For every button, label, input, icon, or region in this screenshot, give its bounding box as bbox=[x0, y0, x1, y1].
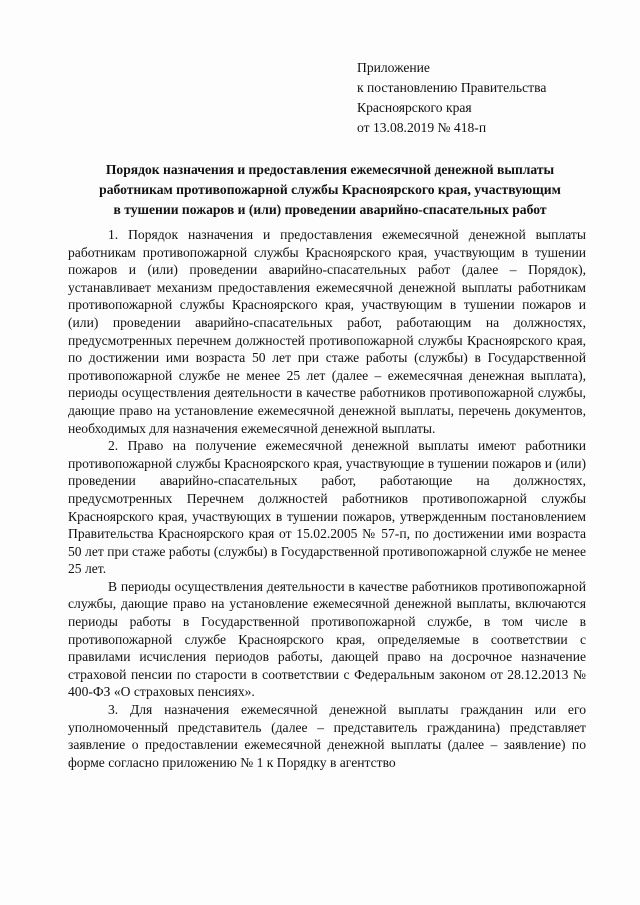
paragraph-4: 3. Для назначения ежемесячной денежной выплаты гражданин или его уполномоченный представитель (далее – представитель гражданина) представляет заявление о предоставлении ежемесячной денежной выплаты (далее – заявление) по форме согласно приложению № 1 к Порядку в агентство bbox=[68, 702, 586, 770]
appendix-line-2: к постановлению Правительства bbox=[357, 80, 547, 95]
title-line-2: работникам противопожарной службы Красноярского края, участвующим bbox=[99, 182, 561, 197]
title-line-1: Порядок назначения и предоставления ежемесячной денежной выплаты bbox=[105, 162, 555, 177]
document-title bbox=[40, 160, 620, 220]
paragraph-2: 2. Право на получение ежемесячной денежной выплаты имеют работники противопожарной службы Красноярского края, участвующие в тушении пожаров и (или) проведении аварийно-спасательных работ, работающие на должностях, предусмотренных Перечнем должностей работников противопожарной службы Красноярского края, участвующих в тушении пожаров, утвержденным постановлением Правительства Красноярского края от 15.02.2005 № 57-п, по достижении ими возраста 50 лет при стаже работы (службы) в Государственной противопожарной службе не менее 25 лет. bbox=[68, 438, 586, 577]
document-body bbox=[68, 226, 586, 771]
appendix-header bbox=[357, 58, 546, 138]
appendix-line-3: Красноярского края bbox=[357, 100, 472, 115]
appendix-line-1: Приложение bbox=[357, 60, 430, 75]
paragraph-1: 1. Порядок назначения и предоставления ежемесячной денежной выплаты работникам противопожарной службы Красноярского края, участвующим в тушении пожаров и (или) проведении аварийно-спасательных работ (далее – Порядок), устанавливает механизм предоставления ежемесячной денежной выплаты работникам противопожарной службы Красноярского края, участвующим в тушении пожаров и (или) проведении аварийно-спасательных работ, работающим на должностях, предусмотренных перечнем должностей противопожарной службы Красноярского края, по достижении ими возраста 50 лет при стаже работы (службы) в Государственной противопожарной службе не менее 25 лет (далее – ежемесячная денежная выплата), периоды осуществления деятельности в качестве работников противопожарной службы, дающие право на установление ежемесячной денежной выплаты, перечень документов, необходимых для назначения ежемесячной денежной выплаты. bbox=[68, 227, 586, 436]
appendix-line-4: от 13.08.2019 № 418-п bbox=[357, 120, 487, 135]
paragraph-3: В периоды осуществления деятельности в качестве работников противопожарной службы, дающие право на установление ежемесячной денежной выплаты, включаются периоды работы в Государственной противопожарной службе, в том числе в противопожарной службе Красноярского края, определяемые в соответствии с правилами исчисления периодов работы, дающей право на досрочное назначение страховой пенсии по старости в соответствии с Федеральным законом от 28.12.2013 № 400-ФЗ «О страховых пенсиях». bbox=[68, 578, 586, 700]
title-line-3: в тушении пожаров и (или) проведении аварийно-спасательных работ bbox=[113, 202, 547, 217]
